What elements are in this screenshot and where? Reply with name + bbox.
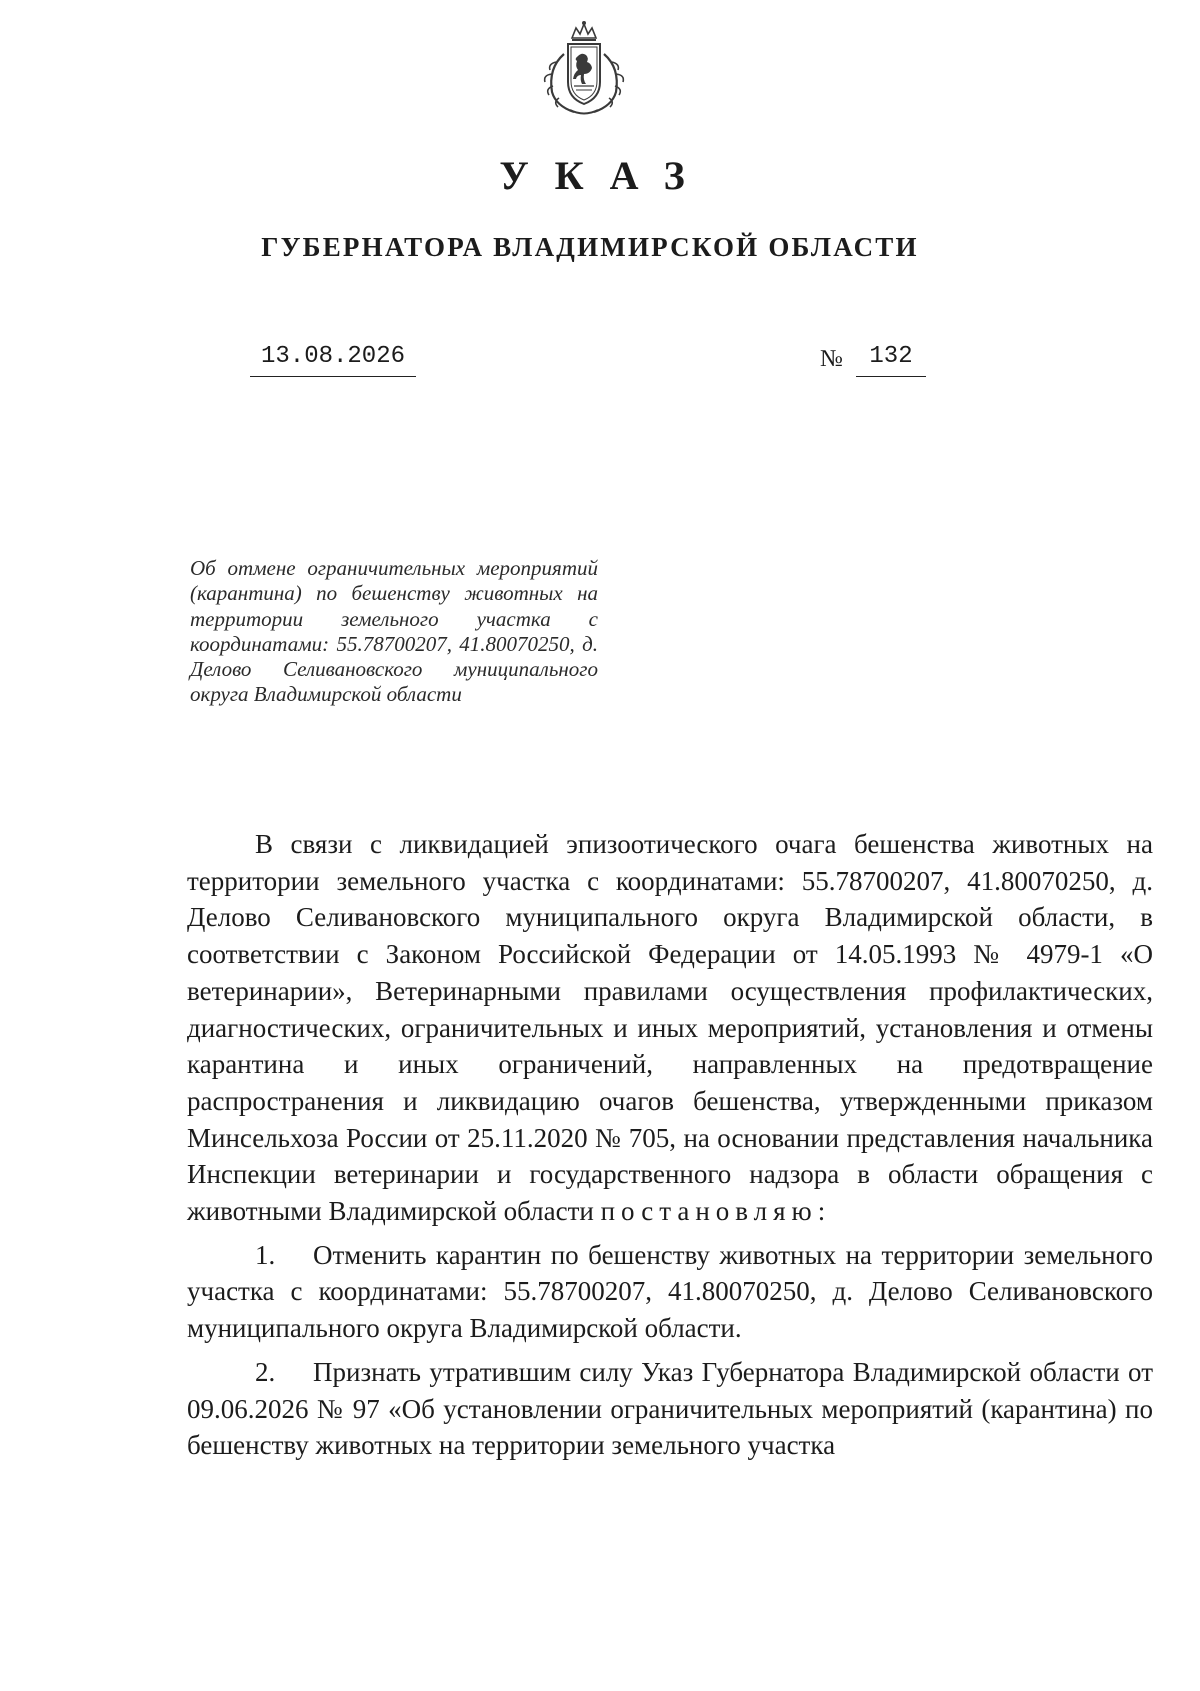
document-type-heading: УКАЗ [499,153,711,198]
preamble-text: В связи с ликвидацией эпизоотического очага бешенства животных на территории земельного участка с координатами: 55.78700207, 41.80070250, д. Делово Селивановского муниципального округа Владимирской области, в соответствии с Законом Российской Федерации от 14.05.1993 № 4979-1 «О ветеринарии», Ветеринарными правилами осуществления профилактических, диагностических, ограничительных и иных мероприятий, установления и отмены карантина и иных ограничений, направленных на предотвращение распространения и ликвидацию очагов бешенства, утвержденными приказом Минсельхоза России от 25.11.2020 № 705, на основании представления начальника Инспекции ветеринарии и государственного надзора в области обращения с животными Владимирской области [187,829,1153,1227]
item-text: Отменить карантин по бешенству животных на территории земельного участка с координатами: 55.78700207, 41.80070250, д. Делово Селивановского муниципального округа Владимирской области. [187,1239,1153,1344]
list-item [187,1354,1153,1464]
item-number: 1. [255,1239,276,1270]
document-body [187,826,1153,1464]
document-number-sign: № [820,346,843,372]
preamble-paragraph [187,826,1153,1230]
item-number: 2. [255,1356,276,1387]
list-item [187,1237,1153,1347]
document-issuer-heading: ГУБЕРНАТОРА ВЛАДИМИРСКОЙ ОБЛАСТИ [261,232,919,262]
decree-word: постановляю: [600,1196,832,1227]
item-text: Признать утратившим силу Указ Губернатора Владимирской области от 09.06.2026 № 97 «Об установлении ограничительных мероприятий (карантина) по бешенству животных на территории земельного участка [187,1356,1153,1461]
coat-of-arms-emblem-icon [534,20,634,118]
document-number: 132 [856,342,926,377]
document-subject: Об отмене ограничительных мероприятий (карантина) по бешенству животных на территории земельного участка с координатами: 55.78700207, 41.80070250, д. Делово Селивановского муниципального округа Владимирской области [190,556,598,707]
document-date: 13.08.2026 [250,342,416,377]
